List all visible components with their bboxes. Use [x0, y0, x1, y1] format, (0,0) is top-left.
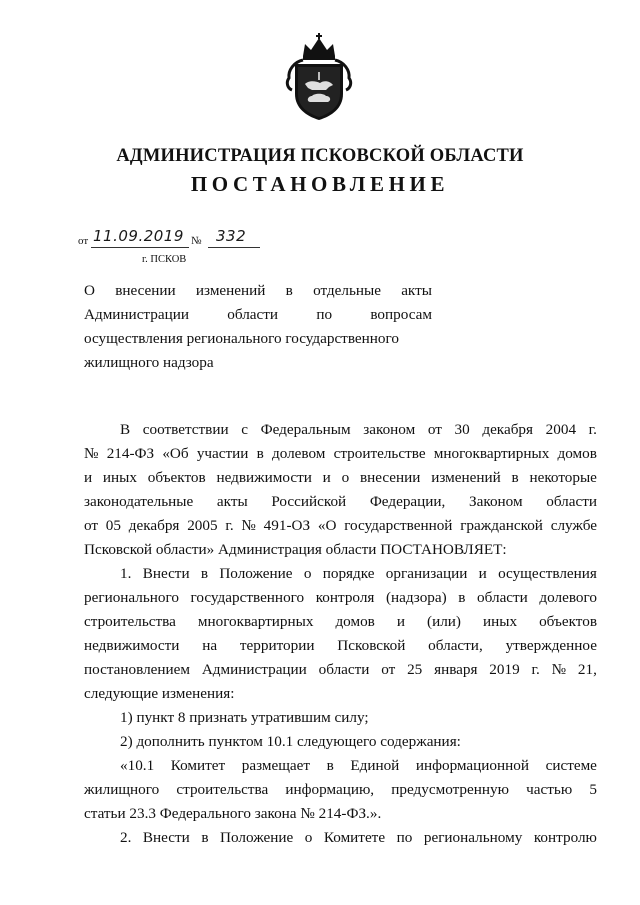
- word: о: [341, 469, 350, 486]
- word: (или): [427, 613, 461, 630]
- word: внесении: [115, 282, 176, 299]
- word: о: [304, 829, 313, 846]
- word: территории: [239, 637, 315, 654]
- word: в: [256, 445, 264, 462]
- text-line: [84, 778, 597, 802]
- word: в: [326, 757, 334, 774]
- word: организации: [385, 565, 468, 582]
- word: предусмотренную: [391, 781, 509, 798]
- word: вопросам: [370, 306, 432, 323]
- text-line: [84, 279, 432, 303]
- word: информационной: [415, 757, 530, 774]
- text-line: [84, 466, 597, 490]
- word: Положение: [220, 829, 294, 846]
- document-type-title: ПОСТАНОВЛЕНИЕ: [190, 172, 450, 196]
- word: в: [511, 469, 519, 486]
- text-line: [84, 826, 597, 850]
- word: некоторые: [529, 469, 597, 486]
- word: региональному: [423, 829, 523, 846]
- word: частью: [526, 781, 573, 798]
- word: «О: [317, 517, 337, 534]
- word: долевого: [539, 589, 597, 606]
- text-line: 2) дополнить пунктом 10.1 следующего содержания:: [120, 733, 461, 750]
- word: Положение: [219, 565, 293, 582]
- word: государственной: [344, 517, 453, 534]
- word: области: [227, 306, 279, 323]
- word: постановлением: [84, 661, 191, 678]
- date-prefix: от: [78, 235, 89, 247]
- word: от: [427, 421, 442, 438]
- word: изменений: [195, 282, 266, 299]
- word: в: [458, 589, 466, 606]
- word: №: [241, 517, 256, 534]
- word: информацию,: [285, 781, 375, 798]
- word: г.: [531, 661, 540, 678]
- number-handwritten: 332: [216, 227, 247, 245]
- word: В: [120, 421, 131, 438]
- word: от: [381, 661, 396, 678]
- date-number-line: [78, 227, 278, 249]
- word: размещает: [241, 757, 311, 774]
- word: области: [318, 661, 370, 678]
- text-line: [84, 610, 597, 634]
- word: на: [202, 637, 218, 654]
- word: контролю: [533, 829, 597, 846]
- city-label: г. ПСКОВ: [142, 254, 187, 265]
- word: 491-ОЗ: [263, 517, 311, 534]
- text-line: [84, 634, 597, 658]
- word: Внести: [142, 829, 190, 846]
- word: иных: [102, 469, 137, 486]
- word: контроля: [315, 589, 375, 606]
- text-line: следующие изменения:: [84, 685, 235, 702]
- word: «Об: [162, 445, 189, 462]
- word: 25: [407, 661, 423, 678]
- word: изменений: [431, 469, 501, 486]
- word: и: [478, 565, 487, 582]
- word: и: [84, 469, 93, 486]
- word: 214-ФЗ: [106, 445, 155, 462]
- word: от: [84, 517, 99, 534]
- word: домов: [557, 445, 597, 462]
- word: иных: [483, 613, 518, 630]
- word: внесении: [359, 469, 421, 486]
- text-line: [84, 303, 432, 327]
- number-prefix: №: [191, 235, 202, 247]
- text-line: Псковской области» Администрация области ПОСТАНОВЛЯЕТ:: [84, 541, 507, 558]
- word: государственного: [190, 589, 305, 606]
- word: О: [84, 282, 95, 299]
- word: объектов: [539, 613, 597, 630]
- word: в: [285, 282, 293, 299]
- word: 2005: [187, 517, 218, 534]
- word: 5: [589, 781, 597, 798]
- word: «10.1: [120, 757, 155, 774]
- text-line: статьи 23.3 Федерального закона № 214-ФЗ.».: [84, 805, 382, 822]
- word: соответствии: [142, 421, 229, 438]
- word: многоквартирных: [197, 613, 314, 630]
- organization-title: АДМИНИСТРАЦИЯ ПСКОВСКОЙ ОБЛАСТИ: [116, 146, 524, 166]
- word: №: [84, 445, 99, 462]
- subject-heading: [84, 279, 432, 375]
- text-line: жилищного надзора: [84, 354, 214, 371]
- word: долевом: [271, 445, 326, 462]
- word: строительства: [176, 781, 269, 798]
- word: 30: [454, 421, 470, 438]
- word: Администрации: [201, 661, 307, 678]
- word: недвижимости: [216, 469, 312, 486]
- word: системе: [545, 757, 597, 774]
- word: Российской: [271, 493, 347, 510]
- word: 21,: [577, 661, 597, 678]
- word: в: [201, 829, 209, 846]
- word: 2.: [120, 829, 132, 846]
- word: строительстве: [333, 445, 426, 462]
- word: декабря: [482, 421, 534, 438]
- word: о: [303, 565, 312, 582]
- pskov-coat-of-arms-icon: [276, 32, 362, 122]
- word: Комитет: [170, 757, 226, 774]
- word: акты: [216, 493, 248, 510]
- text-line: [84, 658, 597, 682]
- text-line: [84, 418, 597, 442]
- date-underline: [91, 247, 189, 248]
- word: Администрации: [84, 306, 189, 323]
- word: гражданской: [460, 517, 543, 534]
- word: Федерации,: [369, 493, 446, 510]
- text-line: [84, 514, 597, 538]
- word: (надзора): [385, 589, 447, 606]
- word: Псковской: [337, 637, 406, 654]
- word: законодательные: [84, 493, 194, 510]
- word: объектов: [147, 469, 206, 486]
- word: Единой: [350, 757, 400, 774]
- word: законом: [363, 421, 416, 438]
- word: 1.: [120, 565, 132, 582]
- word: Внести: [142, 565, 190, 582]
- word: порядке: [322, 565, 375, 582]
- number-underline: [208, 247, 260, 248]
- word: строительства: [84, 613, 176, 630]
- word: с: [241, 421, 248, 438]
- word: области: [477, 589, 528, 606]
- word: жилищного: [84, 781, 160, 798]
- word: области: [546, 493, 597, 510]
- word: Законом: [468, 493, 523, 510]
- word: отдельные: [313, 282, 381, 299]
- word: осуществления: [498, 565, 597, 582]
- word: г.: [225, 517, 234, 534]
- word: января: [434, 661, 478, 678]
- text-line: [84, 442, 597, 466]
- word: №: [551, 661, 567, 678]
- word: акты: [401, 282, 432, 299]
- word: Комитете: [323, 829, 386, 846]
- word: и: [322, 469, 331, 486]
- word: декабря: [128, 517, 180, 534]
- word: 2019: [489, 661, 520, 678]
- text-line: осуществления регионального государственного: [84, 330, 399, 347]
- text-line: 1) пункт 8 признать утратившим силу;: [120, 709, 369, 726]
- word: недвижимости: [84, 637, 180, 654]
- text-line: [84, 754, 597, 778]
- word: области,: [428, 637, 483, 654]
- word: г.: [588, 421, 597, 438]
- word: утвержденное: [505, 637, 597, 654]
- word: многоквартирных: [433, 445, 550, 462]
- word: в: [200, 565, 209, 582]
- word: по: [316, 306, 333, 323]
- word: регионального: [84, 589, 179, 606]
- word: службе: [550, 517, 597, 534]
- word: домов: [335, 613, 375, 630]
- document-body: [84, 418, 597, 850]
- word: по: [396, 829, 413, 846]
- word: 05: [105, 517, 121, 534]
- word: Федеральным: [260, 421, 351, 438]
- word: и: [396, 613, 406, 630]
- date-handwritten: 11.09.2019: [93, 227, 184, 245]
- word: 2004: [545, 421, 577, 438]
- word: участии: [196, 445, 249, 462]
- text-line: [84, 586, 597, 610]
- text-line: [84, 562, 597, 586]
- text-line: [84, 490, 597, 514]
